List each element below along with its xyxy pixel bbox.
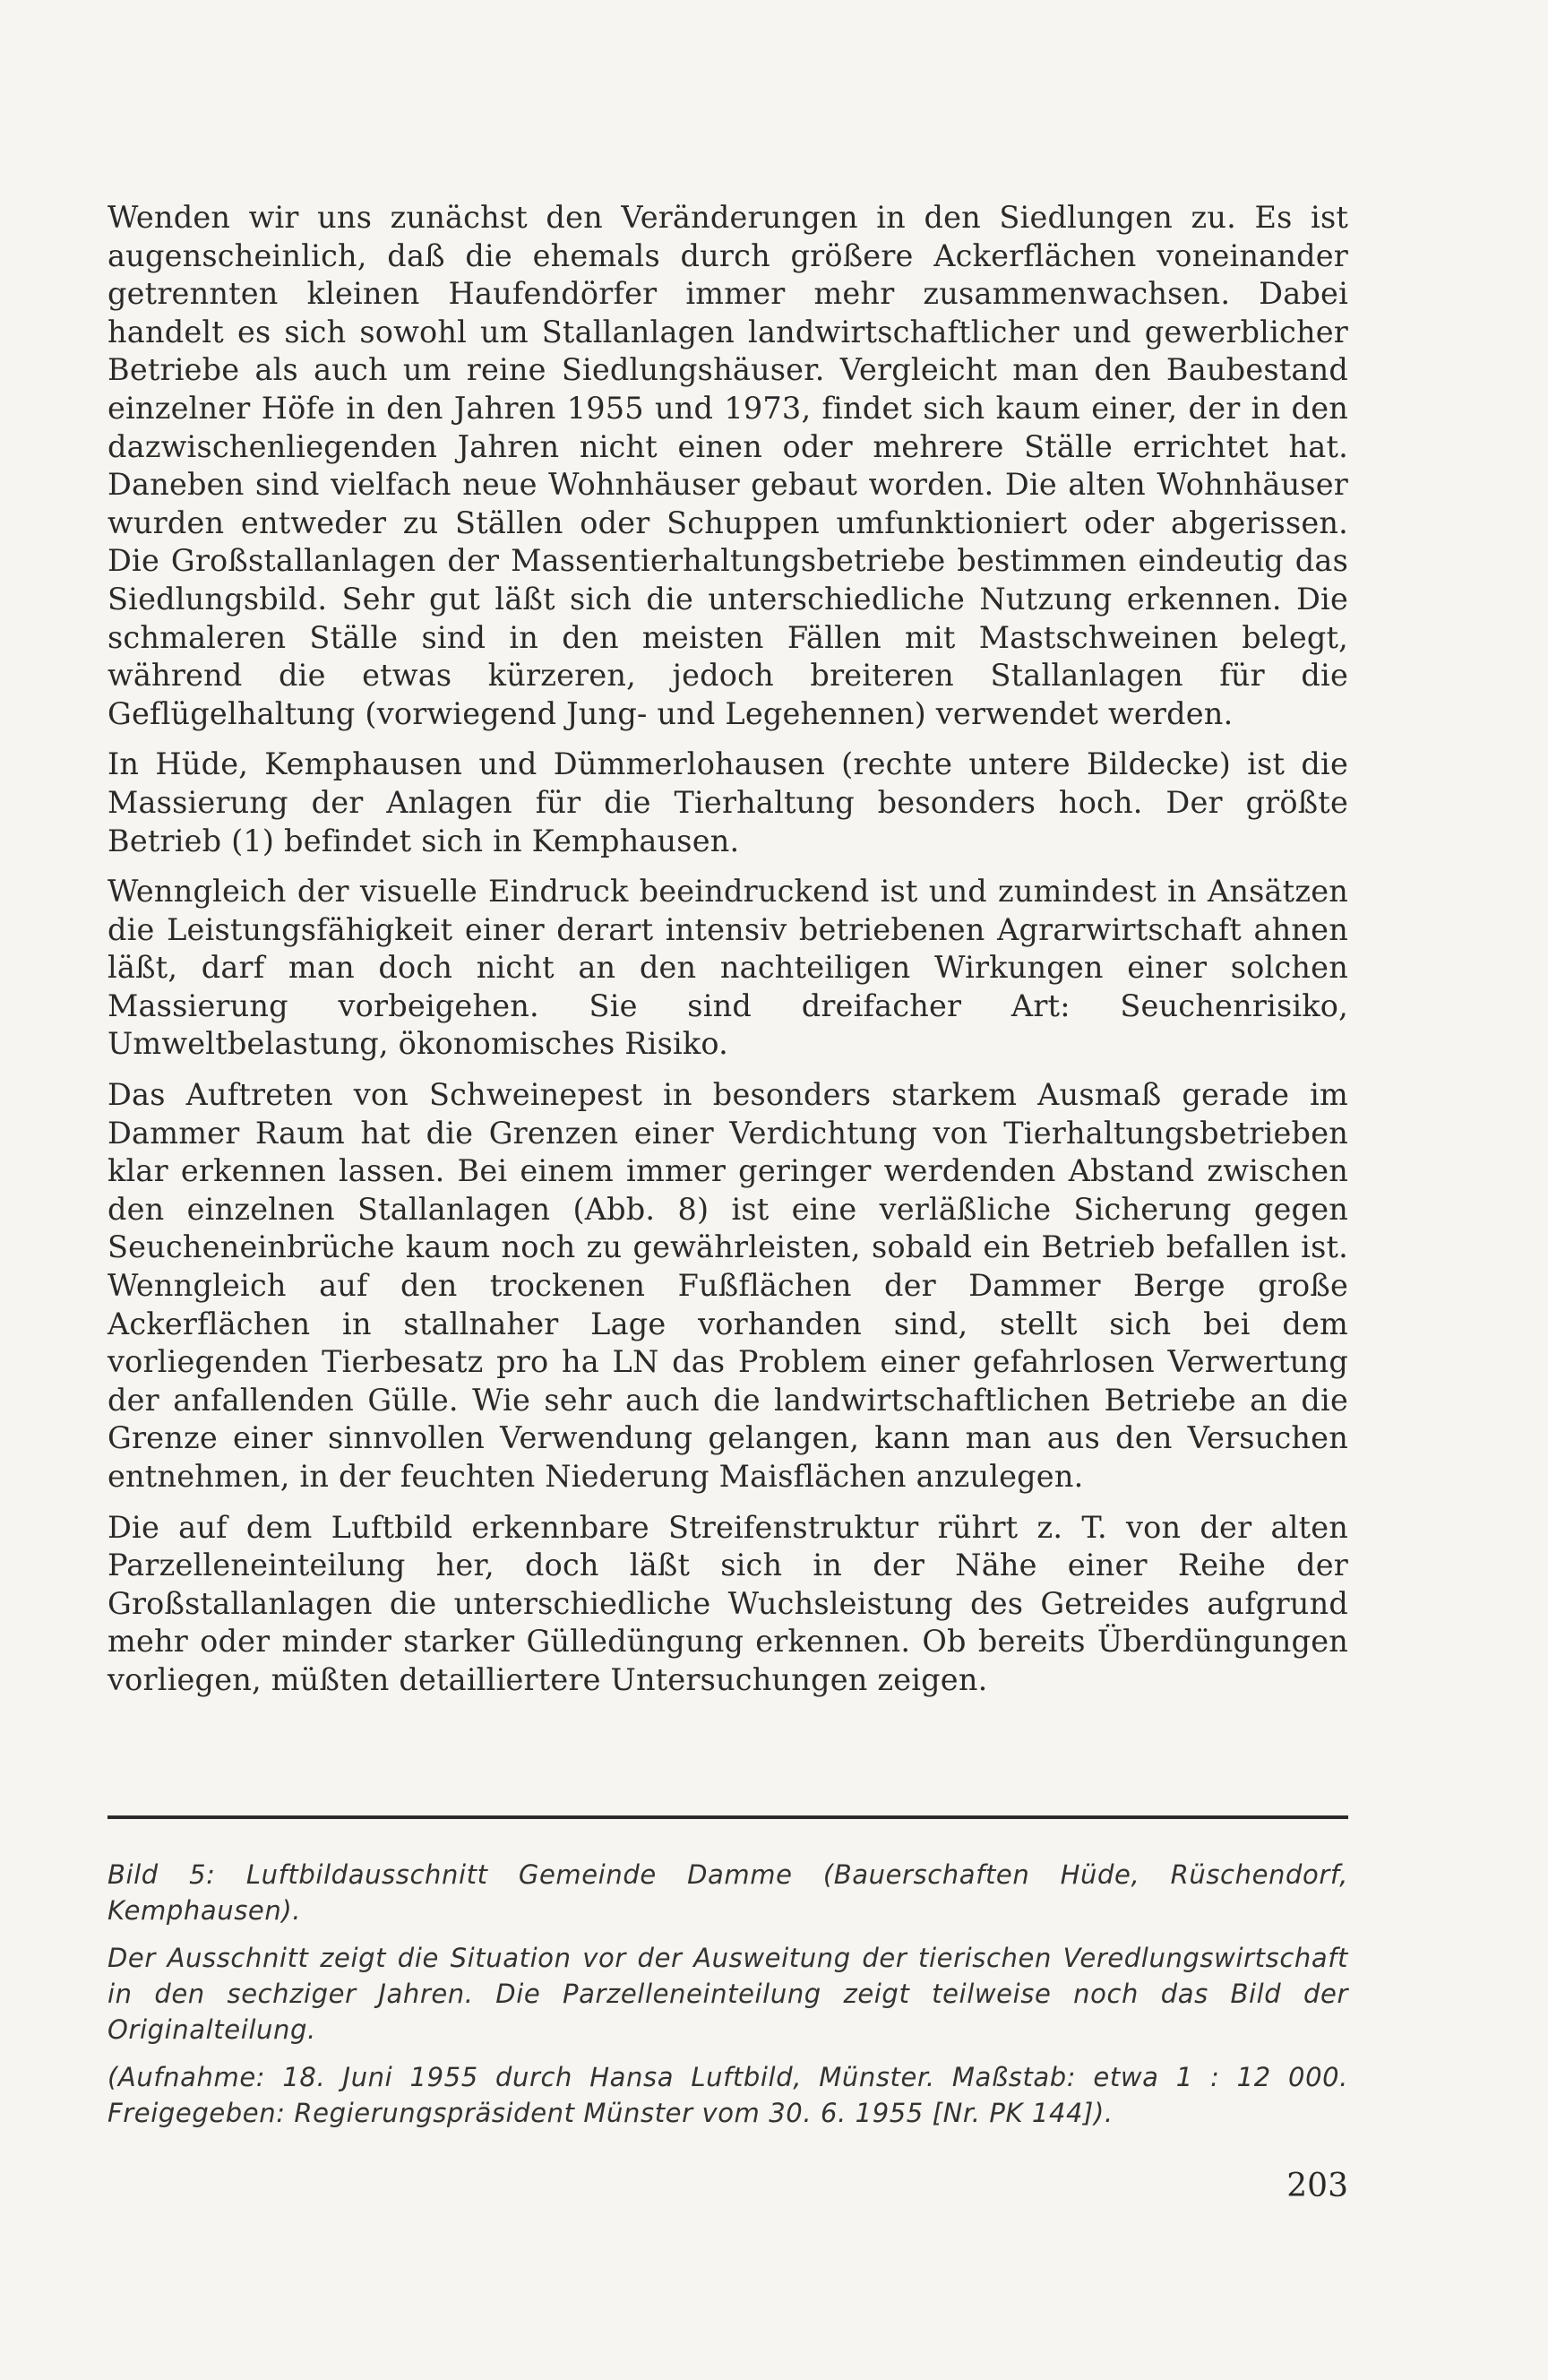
- paragraph-swine-fever: Das Auftreten von Schweinepest in besonders starkem Ausmaß gerade im Dammer Raum hat die Grenzen einer Verdichtung von Tierhaltungsbetrieben klar erkennen lassen. Bei einem immer geringer werdenden Abstand zwischen den einzelnen Stallanlagen (Abb. 8) ist eine verläßliche Sicherung gegen Seucheneinbrüche kaum noch zu gewährleisten, sobald ein Betrieb befallen ist. Wenngleich auf den trockenen Fußflächen der Dammer Berge große Ackerflächen in stallnaher Lage vorhanden sind, stellt sich bei dem vorliegenden Tierbesatz pro ha LN das Problem einer gefahrlosen Verwertung der anfallenden Gülle. Wie sehr auch die landwirtschaftlichen Betriebe an die Grenze einer sinnvollen Verwendung gelangen, kann man aus den Versuchen entnehmen, in der feuchten Niederung Maisflächen anzulegen.: [108, 1077, 1348, 1494]
- paragraph-visual-impression: Wenngleich der visuelle Eindruck beeindruckend ist und zumindest in Ansätzen die Leistungsfähigkeit einer derart intensiv betriebenen Agrarwirtschaft ahnen läßt, darf man doch nicht an den nachteiligen Wirkungen einer solchen Massierung vorbeigehen. Sie sind dreifacher Art: Seuchenrisiko, Umweltbelastung, ökonomisches Risiko.: [108, 874, 1348, 1062]
- paragraph-settlements: Wenden wir uns zunächst den Veränderungen in den Siedlungen zu. Es ist augenscheinlich, daß die ehemals durch größere Ackerflächen voneinander getrennten kleinen Haufendörfer immer mehr zusammenwachsen. Dabei handelt es sich sowohl um Stallanlagen landwirtschaftlicher und gewerblicher Betriebe als auch um reine Siedlungshäuser. Vergleicht man den Baubestand einzelner Höfe in den Jahren 1955 und 1973, findet sich kaum einer, der in den dazwischenliegenden Jahren nicht einen oder mehrere Ställe errichtet hat. Daneben sind vielfach neue Wohnhäuser gebaut worden. Die alten Wohnhäuser wurden entweder zu Ställen oder Schuppen umfunktioniert oder abgerissen. Die Großstallanlagen der Massentierhaltungsbetriebe bestimmen eindeutig das Siedlungsbild. Sehr gut läßt sich die unterschiedliche Nutzung erkennen. Die schmaleren Ställe sind in den meisten Fällen mit Mastschweinen belegt, während die etwas kürzeren, jedoch breiteren Stallanlagen für die Geflügelhaltung (vorwiegend Jung- und Legehennen) verwendet werden.: [108, 200, 1348, 731]
- main-text: [108, 199, 1348, 1712]
- caption-title: Bild 5: Luftbildausschnitt Gemeinde Damme (Bauerschaften Hüde, Rüschendorf, Kemphausen).: [108, 1859, 1348, 1926]
- figure-caption: [108, 1857, 1348, 2143]
- caption-description: Der Ausschnitt zeigt die Situation vor der Ausweitung der tierischen Veredlungswirtschaft in den sechziger Jahren. Die Parzelleneinteilung zeigt teilweise noch das Bild der Originalteilung.: [108, 1943, 1348, 2045]
- paragraph-strip-structure: Die auf dem Luftbild erkennbare Streifenstruktur rührt z. T. von der alten Parzelleneinteilung her, doch läßt sich in der Nähe einer Reihe der Großstallanlagen die unterschiedliche Wuchsleistung des Getreides aufgrund mehr oder minder starker Gülledüngung erkennen. Ob bereits Überdüngungen vorliegen, müßten detailliertere Untersuchungen zeigen.: [108, 1509, 1348, 1697]
- page-number: 203: [1286, 2168, 1348, 2204]
- paragraph-huede-kemphausen: In Hüde, Kemphausen und Dümmerlohausen (rechte untere Bildecke) ist die Massierung der Anlagen für die Tierhaltung besonders hoch. Der größte Betrieb (1) befindet sich in Kemphausen.: [108, 746, 1348, 858]
- caption-divider: [108, 1815, 1348, 1819]
- caption-credit: (Aufnahme: 18. Juni 1955 durch Hansa Luftbild, Münster. Maßstab: etwa 1 : 12 000. Freigegeben: Regierungspräsident Münster vom 30. 6. 1955 [Nr. PK 144]).: [108, 2062, 1348, 2128]
